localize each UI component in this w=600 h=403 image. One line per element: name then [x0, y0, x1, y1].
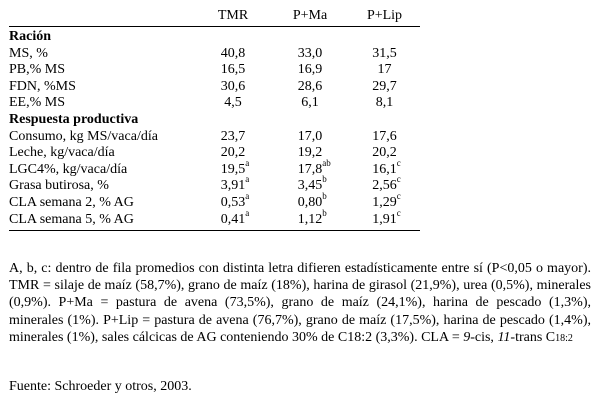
table-cell — [195, 190, 271, 212]
cell-value: 20,2 — [220, 145, 246, 161]
table-cell — [271, 190, 349, 212]
table-cell — [349, 79, 420, 96]
significance-letter: c — [396, 207, 401, 218]
cell-value: 20,2 — [372, 145, 397, 161]
significance-letter: a — [245, 157, 250, 168]
table-row — [9, 145, 420, 162]
cell-value-wrap — [372, 207, 401, 229]
cell-value: 17,6 — [372, 128, 397, 144]
cell-value-wrap — [298, 145, 323, 162]
table-cell — [195, 46, 271, 63]
cell-value: 1,12 — [297, 211, 323, 227]
table-cell — [271, 145, 349, 162]
cell-value-wrap — [372, 79, 397, 96]
cell-value: 3,45 — [297, 178, 323, 194]
table-row — [9, 129, 420, 146]
source-citation: Fuente: Schroeder y otros, 2003. — [9, 379, 192, 394]
row-label: MS, % — [9, 45, 48, 61]
cell-value-wrap — [301, 95, 319, 112]
row-label: LGC4%, kg/vaca/día — [9, 161, 128, 177]
footnote-cla-cis: -cis, — [470, 329, 498, 345]
cell-value: 0,53 — [220, 194, 246, 210]
significance-letter: c — [396, 174, 401, 185]
cell-value-wrap — [372, 190, 401, 212]
cell-value-wrap — [297, 157, 331, 179]
cell-value: 4,5 — [224, 95, 242, 111]
significance-letter: b — [322, 174, 327, 185]
cell-value: 0,80 — [297, 194, 323, 210]
section-heading: Ración — [9, 29, 51, 44]
table-row — [9, 178, 420, 195]
table-cell — [271, 129, 349, 146]
cell-value: 30,6 — [220, 78, 246, 94]
cell-value-wrap — [220, 207, 250, 229]
cell-value-wrap — [297, 174, 327, 195]
table-cell — [195, 62, 271, 79]
table-row — [9, 195, 420, 212]
footnote-cla-11: 11 — [497, 329, 511, 345]
cell-value: 23,7 — [220, 128, 246, 144]
table-cell — [195, 145, 271, 162]
table-header — [9, 6, 420, 27]
table-cell — [271, 62, 349, 79]
significance-letter: a — [245, 207, 250, 218]
section-heading-row — [9, 27, 420, 46]
cell-value-wrap — [297, 190, 327, 212]
table-cell — [349, 145, 420, 162]
header-p-ma: P+Ma — [271, 6, 349, 27]
cell-value: 31,5 — [372, 45, 397, 61]
cell-value-wrap — [221, 129, 246, 146]
table-cell — [271, 46, 349, 63]
table-cell — [271, 157, 349, 179]
cell-value-wrap — [298, 79, 323, 96]
significance-letter: b — [322, 190, 327, 201]
cell-value: 19,5 — [220, 161, 246, 177]
table-cell — [195, 174, 271, 195]
table-row — [9, 46, 420, 63]
footnote-text: A, b, c: dentro de fila promedios con distinta letra difieren estadísticamente entre sí (P<0,05 o mayor). TMR = silaje de maíz (58,7%), grano de maíz (18%), harina de girasol (21,9%), urea (0,5%), minerales (0,9%). P+Ma = pastura de avena (73,5%), grano de maíz (24,1%), harina de pescado (1,3%), minerales (1%). P+Lip = pastura de avena (76,7%), grano de maíz (17,5%), harina de pescado (1,4%), minerales (1%), sales cálcicas de AG conteniendo 30% de C18:2 (3,3%). CLA = — [9, 261, 591, 345]
cell-value-wrap — [372, 157, 401, 179]
footnote-cla-trans: -trans C — [510, 329, 556, 345]
table-cell — [271, 95, 349, 112]
cell-value-wrap — [221, 79, 246, 96]
row-label: EE,% MS — [9, 95, 65, 111]
cell-value: 1,91 — [372, 211, 397, 227]
cell-value: 17,8 — [297, 161, 323, 177]
table-row — [9, 95, 420, 112]
row-label: FDN, %MS — [9, 78, 76, 94]
cell-value: 16,9 — [297, 62, 323, 78]
cell-value-wrap — [220, 174, 250, 195]
row-label: CLA semana 2, % AG — [9, 194, 134, 210]
footnote-cla-subscript: 18:2 — [555, 332, 573, 344]
significance-letter: c — [396, 157, 401, 168]
cell-value: 17,0 — [297, 128, 323, 144]
cell-value: 29,7 — [372, 78, 397, 94]
cell-value-wrap — [372, 129, 397, 146]
table-cell — [349, 129, 420, 146]
cell-value-wrap — [221, 62, 246, 79]
cell-value: 16,5 — [220, 62, 246, 78]
cell-value-wrap — [224, 95, 242, 112]
table-row — [9, 212, 420, 231]
cell-value-wrap — [378, 62, 392, 79]
cell-value: 2,56 — [372, 178, 397, 194]
significance-letter: a — [245, 174, 250, 185]
cell-value-wrap — [221, 145, 246, 162]
table-cell — [195, 157, 271, 179]
table-cell — [271, 207, 349, 231]
table-row — [9, 62, 420, 79]
cell-value: 16,1 — [372, 161, 397, 177]
table-cell — [271, 79, 349, 96]
footnote — [9, 260, 591, 347]
cell-value-wrap — [220, 190, 250, 212]
cell-value: 1,29 — [372, 194, 397, 210]
header-tmr: TMR — [195, 6, 271, 27]
table-cell — [349, 62, 420, 79]
table-cell — [195, 207, 271, 231]
table-row — [9, 162, 420, 179]
cell-value-wrap — [372, 46, 397, 63]
table-cell — [195, 79, 271, 96]
header-empty — [9, 6, 195, 27]
table-cell — [349, 207, 420, 231]
cell-value-wrap — [298, 62, 323, 79]
cell-value-wrap — [298, 46, 323, 63]
cell-value-wrap — [220, 157, 250, 179]
significance-letter: a — [245, 190, 250, 201]
cell-value-wrap — [376, 95, 394, 112]
cell-value: 40,8 — [220, 45, 246, 61]
cell-value-wrap — [298, 129, 323, 146]
table-cell — [349, 95, 420, 112]
header-p-lip: P+Lip — [349, 6, 420, 27]
cell-value: 3,91 — [220, 178, 246, 194]
row-label: Leche, kg/vaca/día — [9, 145, 115, 161]
row-label: PB,% MS — [9, 62, 66, 78]
significance-letter: c — [396, 190, 401, 201]
significance-letter: b — [322, 207, 327, 218]
row-label: Grasa butirosa, % — [9, 178, 109, 194]
table-cell — [195, 129, 271, 146]
cell-value: 8,1 — [375, 95, 394, 111]
table-cell — [349, 157, 420, 179]
cell-value: 0,41 — [220, 211, 246, 227]
cell-value: 33,0 — [297, 45, 323, 61]
cell-value: 19,2 — [297, 145, 323, 161]
results-table — [9, 6, 420, 231]
footnote-cla-9: 9 — [463, 329, 471, 345]
row-label: CLA semana 5, % AG — [9, 212, 195, 231]
section-heading: Respuesta productiva — [9, 111, 139, 127]
table-cell — [349, 190, 420, 212]
cell-value: 28,6 — [297, 78, 323, 94]
table-cell — [271, 174, 349, 195]
cell-value: 17 — [377, 62, 392, 78]
row-label: Consumo, kg MS/vaca/día — [9, 128, 158, 144]
cell-value-wrap — [221, 46, 246, 63]
cell-value-wrap — [372, 174, 401, 195]
cell-value: 6,1 — [301, 95, 319, 111]
cell-value-wrap — [297, 207, 327, 229]
table-cell — [195, 95, 271, 112]
table-row — [9, 79, 420, 96]
table-cell — [349, 46, 420, 63]
cell-value-wrap — [372, 145, 397, 162]
table-body — [9, 27, 420, 231]
significance-letter: ab — [322, 157, 331, 168]
table-cell — [349, 174, 420, 195]
section-heading-row — [9, 112, 420, 129]
